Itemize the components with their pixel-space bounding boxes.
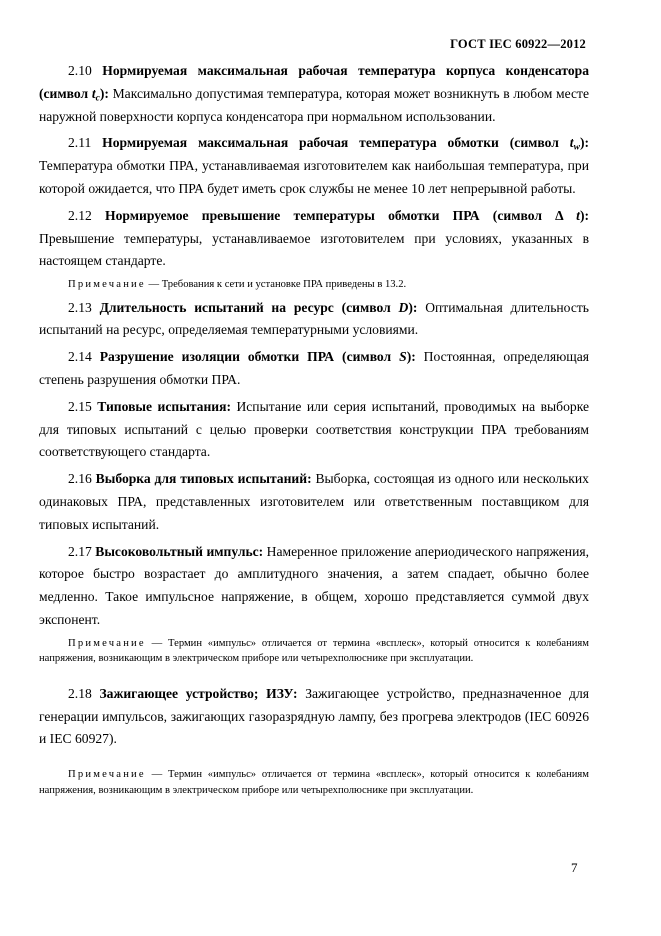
term-number: 2.10: [68, 63, 92, 78]
note-text: — Термин «импульс» отличается от термина «всплеск», который относится к колебаниям напряжения, возникающим в электрическом приборе или четырехполюснике при эксплуатации.: [39, 637, 589, 665]
term-number: 2.12: [68, 207, 92, 223]
term-title: Зажигающее устройство; ИЗУ:: [99, 685, 298, 701]
term-definition: Намеренное приложение апериодического напряжения, которое быстро возрастает до амплитудного значения, а затем спадает, обычно более медленно. Такое импульсное напряжение, в общем, хорошо представляется суммой двух экспонент.: [39, 543, 589, 628]
term-2-17: [39, 541, 589, 632]
document-body: [39, 60, 589, 802]
term-definition: Максимально допустимая температура, которая может возникнуть в любом месте наружной поверхности корпуса конденсатора при нормальном использовании.: [39, 85, 590, 124]
document-header-code: ГОСТ IEC 60922—2012: [450, 37, 586, 51]
term-title: Разрушение изоляции обмотки ПРА (символ S):: [99, 349, 416, 365]
term-definition: Зажигающее устройство, предназначенное для генерации импульсов, зажигающих газоразрядную лампу, без прогрева электродов (IEC 60926 и IEC 60927).: [39, 685, 590, 747]
note-label: Примечание: [68, 279, 146, 291]
term-2-11: [39, 132, 589, 200]
term-number: 2.16: [68, 471, 92, 487]
term-title: Нормируемая максимальная рабочая температура обмотки (символ $t_w$):: [102, 135, 589, 153]
term-title: Нормируемое превышение температуры обмотки ПРА (символ Δ t):: [105, 207, 589, 223]
term-title: Длительность испытаний на ресурс (символ D):: [99, 299, 418, 315]
term-title: Выборка для типовых испытаний:: [95, 471, 312, 487]
term-number: 2.18: [68, 685, 92, 701]
spacer: [39, 755, 589, 767]
term-title: Высоковольтный импульс:: [95, 543, 264, 559]
spacer: [39, 671, 589, 683]
note-2-18: [39, 767, 589, 798]
term-number: 2.17: [68, 543, 92, 559]
term-number: 2.13: [68, 299, 92, 315]
note-label: Примечание: [68, 637, 146, 649]
term-2-10: [39, 60, 589, 128]
term-definition: Превышение температуры, устанавливаемое изготовителем при условиях, указанных в настоящем стандарте.: [39, 230, 589, 269]
term-title: Нормируемая максимальная рабочая температура корпуса конденсатора (символ $t_c$):: [39, 63, 589, 104]
note-2-12: [39, 277, 589, 293]
term-number: 2.14: [68, 349, 92, 365]
term-2-12: [39, 205, 589, 273]
note-text: — Требования к сети и установке ПРА приведены в 13.2.: [145, 279, 407, 291]
term-definition: Испытание или серия испытаний, проводимых на выборке для типовых испытаний с целью проверки соответствия конструкции ПРА требованиям соответствующего стандарта.: [39, 398, 589, 460]
page-number: 7: [571, 860, 578, 875]
term-number: 2.15: [68, 398, 92, 414]
term-2-18: [39, 683, 589, 751]
term-2-13: [39, 297, 589, 343]
term-2-15: [39, 396, 589, 464]
term-definition: Постоянная, определяющая степень разрушения обмотки ПРА.: [39, 349, 590, 388]
term-number: 2.11: [68, 135, 92, 151]
term-definition: Оптимальная длительность испытаний на ресурс, определяемая температурными условиями.: [39, 299, 589, 338]
term-2-16: [39, 468, 589, 536]
term-definition: Выборка, состоящая из одного или нескольких одинаковых ПРА, представленных изготовителем или ответственным поставщиком для типовых испытаний.: [39, 471, 589, 532]
term-2-14: [39, 346, 589, 392]
note-label: Примечание: [68, 769, 146, 781]
term-definition: Температура обмотки ПРА, устанавливаемая изготовителем как наибольшая температура, при которой ожидается, что ПРА будет иметь срок службы не менее 10 лет непрерывной работы.: [39, 158, 589, 196]
note-2-17: [39, 636, 589, 667]
term-title: Типовые испытания:: [97, 398, 232, 414]
note-text: — Термин «импульс» отличается от термина «всплеск», который относится к колебаниям напряжения, возникающим в электрическом приборе или четырехполюснике при эксплуатации.: [39, 769, 589, 796]
